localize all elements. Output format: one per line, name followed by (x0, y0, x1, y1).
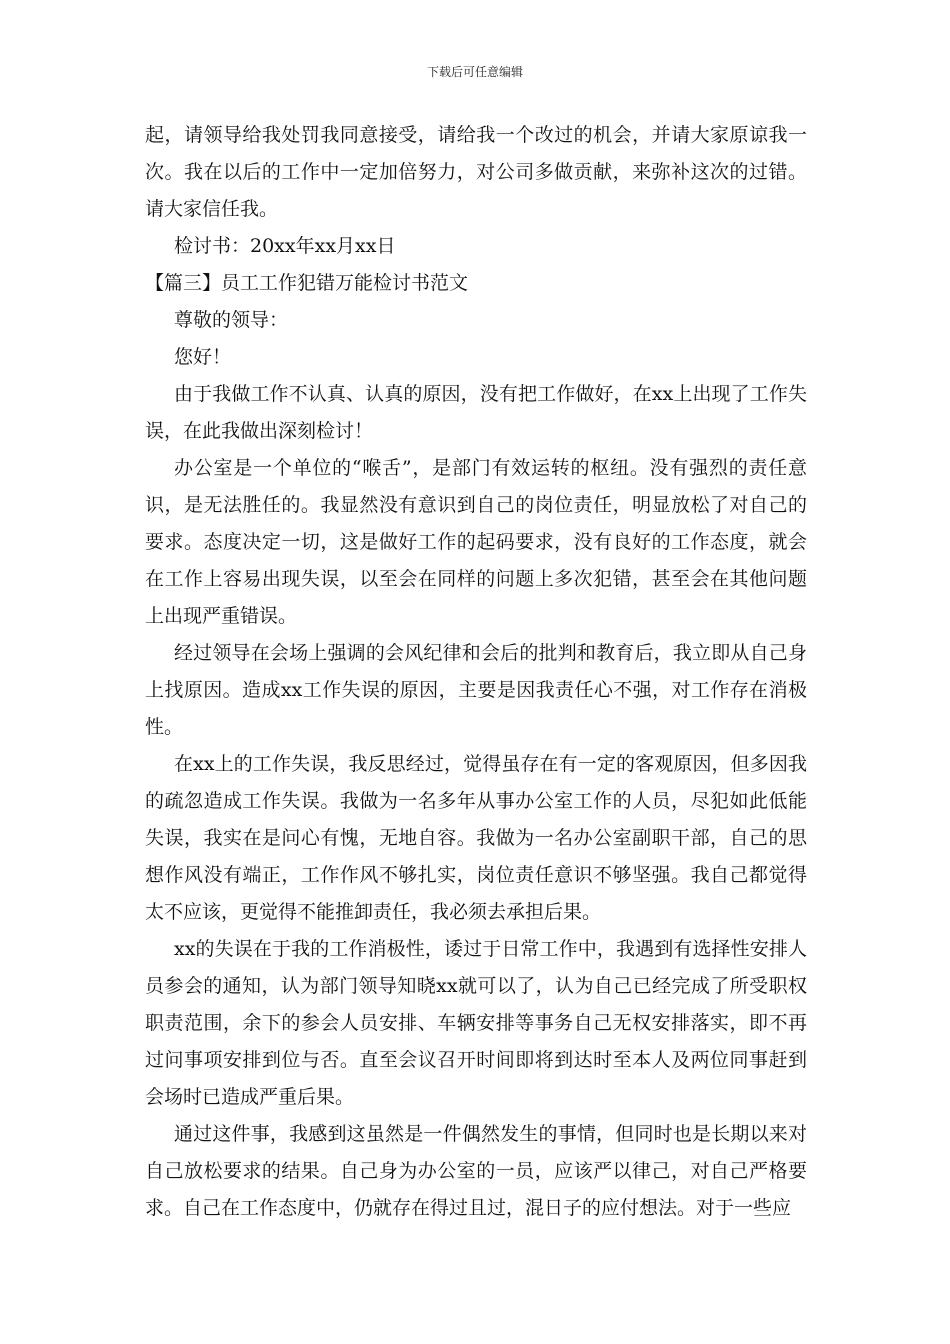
paragraph-1: 起，请领导给我处罚我同意接受，请给我一个改过的机会，并请大家原谅我一次。我在以后的工作中一定加倍努力，对公司多做贡献，来弥补这次的过错。请大家信任我。 (145, 124, 807, 220)
page-header: 下载后可任意编辑 (426, 65, 523, 79)
paragraph-11: 通过这件事，我感到这虽然是一件偶然发生的事情，但同时也是长期以来对自己放松要求的结果。自己身为办公室的一员，应该严以律己，对自己严格要求。自己在工作态度中，仍就存在得过且过，混日子的应付想法。对于一些应 (145, 1123, 807, 1219)
paragraph-9: 在xx上的工作失误，我反思经过，觉得虽存在有一定的客观原因，但多因我的疏忽造成工作失误。我做为一名多年从事办公室工作的人员，尽犯如此低能失误，我实在是问心有愧，无地自容。我做为一名办公室副职干部，自己的思想作风没有端正，工作作风不够扎实，岗位责任意识不够坚强。我自己都觉得太不应该，更觉得不能推卸责任，我必须去承担后果。 (145, 753, 807, 923)
paragraph-6: 由于我做工作不认真、认真的原因，没有把工作做好，在xx上出现了工作失误，在此我做出深刻检讨！ (145, 383, 807, 442)
paragraph-10: xx的失误在于我的工作消极性，诿过于日常工作中，我遇到有选择性安排人员参会的通知，认为部门领导知晓xx就可以了，认为自己已经完成了所受职权职责范围，余下的参会人员安排、车辆安排等事务自己无权安排落实，即不再过问事项安排到位与否。直至会议召开时间即将到达时至本人及两位同事赶到会场时已造成严重后果。 (145, 938, 807, 1108)
paragraph-2-signature-date: 检讨书：20xx年xx月xx日 (174, 235, 396, 257)
salutation: 尊敬的领导： (174, 309, 289, 331)
paragraph-8: 经过领导在会场上强调的会风纪律和会后的批判和教育后，我立即从自己身上找原因。造成xx工作失误的原因，主要是因我责任心不强，对工作存在消极性。 (145, 642, 807, 738)
greeting: 您好！ (174, 346, 232, 368)
document-body (145, 117, 807, 1227)
section-heading: 【篇三】员工工作犯错万能检讨书范文 (145, 272, 469, 294)
paragraph-7: 办公室是一个单位的“喉舌”，是部门有效运转的枢纽。没有强烈的责任意识，是无法胜任的。我显然没有意识到自己的岗位责任，明显放松了对自己的要求。态度决定一切，这是做好工作的起码要求，没有良好的工作态度，就会在工作上容易出现失误，以至会在同样的问题上多次犯错，甚至会在其他问题上出现严重错误。 (145, 457, 807, 627)
